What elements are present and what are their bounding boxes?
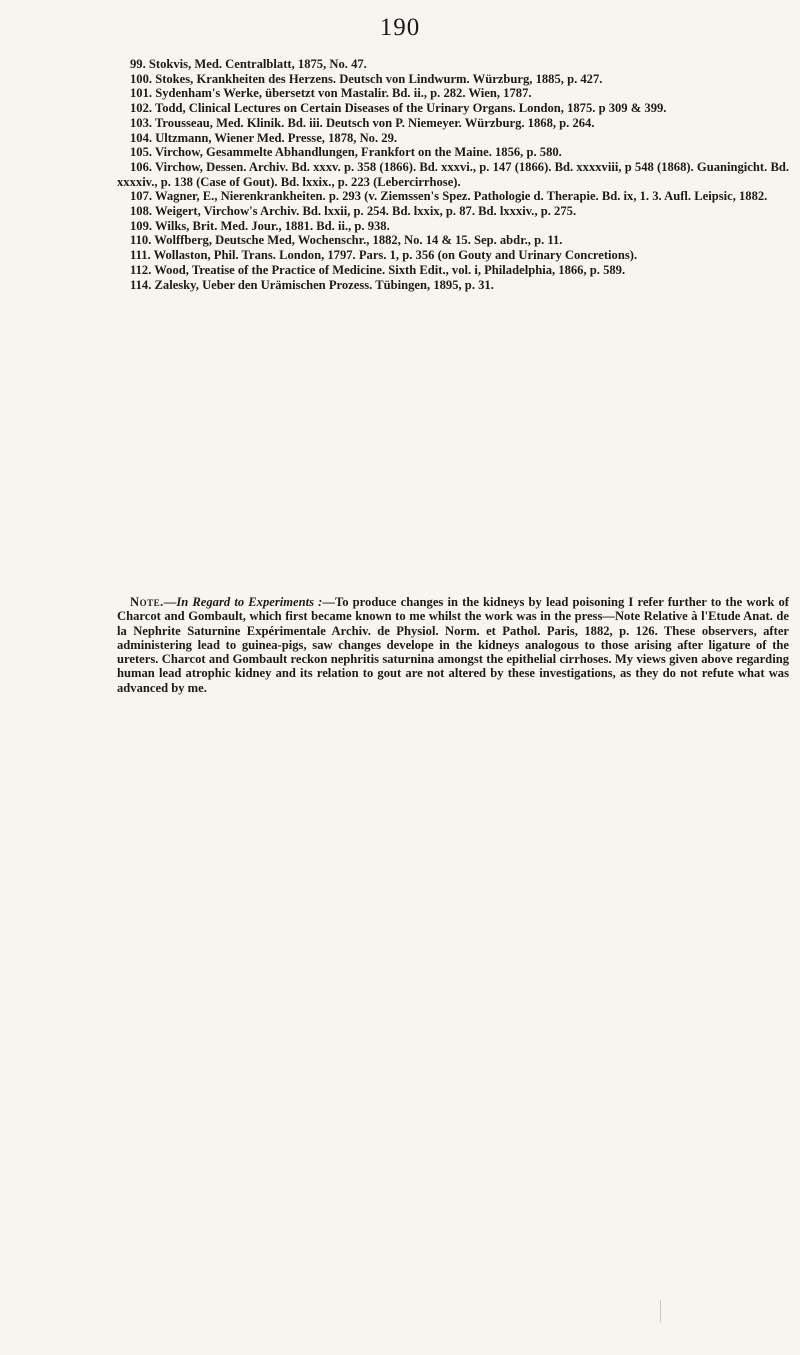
reference-text: 102. Todd, Clinical Lectures on Certain Diseases of the Urinary Organs. London, 1875. p 309 & 399. — [130, 101, 667, 116]
reference-text: 100. Stokes, Krankheiten des Herzens. Deutsch von Lindwurm. Würzburg, 1885, p. 427. — [130, 71, 603, 86]
reference-list — [117, 57, 789, 292]
reference-text: 101. Sydenham's Werke, übersetzt von Mastalir. Bd. ii., p. 282. Wien, 1787. — [130, 86, 532, 101]
reference-item — [117, 263, 789, 278]
reference-item — [117, 72, 789, 87]
reference-item — [117, 160, 789, 189]
note-italic-lead: In Regard to Experiments : — [176, 595, 323, 609]
reference-item — [117, 248, 789, 263]
margin-mark — [660, 1300, 663, 1322]
reference-text: 109. Wilks, Brit. Med. Jour., 1881. Bd. ii., p. 938. — [130, 218, 390, 233]
reference-text: 105. Virchow, Gesammelte Abhandlungen, Frankfort on the Maine. 1856, p. 580. — [130, 145, 562, 160]
reference-item — [117, 101, 789, 116]
reference-item — [117, 219, 789, 234]
reference-item — [117, 86, 789, 101]
reference-item — [117, 189, 789, 204]
reference-text: 110. Wolffberg, Deutsche Med, Wochenschr., 1882, No. 14 & 15. Sep. abdr., p. 11. — [130, 233, 563, 248]
note-label: Note. — [130, 595, 164, 609]
reference-item — [117, 204, 789, 219]
reference-item — [117, 145, 789, 160]
reference-text: 104. Ultzmann, Wiener Med. Presse, 1878, No. 29. — [130, 130, 398, 145]
note-body: —To produce changes in the kidneys by lead poisoning I refer further to the work of Charcot and Gombault, which first became known to me whilst the work was in the press—Note Relative à l'Etude Anat. de la Nephrite Saturnine Expérimentale Archiv. de Physiol. Norm. et Pathol. Paris, 1882, p. 126. These observers, after administering lead to guinea-pigs, saw changes develope in the kidneys analogous to those arising after ligature of the ureters. Charcot and Gombault reckon nephritis saturnina amongst the epithelial cirrhoses. My views given above regarding human lead atrophic kidney and its relation to gout are not altered by these investigations, as they do not refute what was advanced by me. — [117, 595, 789, 695]
reference-item — [117, 131, 789, 146]
reference-item — [117, 233, 789, 248]
page-number: 190 — [379, 14, 421, 41]
reference-text: 107. Wagner, E., Nierenkrankheiten. p. 293 (v. Ziemssen's Spez. Pathologie d. Therapie. Bd. ix, 1. 3. Aufl. Leipsic, 1882. — [130, 189, 768, 204]
note-paragraph — [117, 595, 789, 695]
reference-text: 103. Trousseau, Med. Klinik. Bd. iii. Deutsch von P. Niemeyer. Würzburg. 1868, p. 264. — [130, 115, 595, 130]
reference-text: 99. Stokvis, Med. Centralblatt, 1875, No. 47. — [130, 57, 367, 71]
note-dash: — — [163, 595, 177, 609]
reference-text: 112. Wood, Treatise of the Practice of Medicine. Sixth Edit., vol. i, Philadelphia, 1866, p. 589. — [130, 262, 626, 277]
reference-text: 108. Weigert, Virchow's Archiv. Bd. lxxii, p. 254. Bd. lxxix, p. 87. Bd. lxxxiv., p. 275. — [130, 204, 577, 219]
reference-text: 114. Zalesky, Ueber den Urämischen Prozess. Tübingen, 1895, p. 31. — [130, 277, 494, 292]
reference-item — [117, 116, 789, 131]
reference-text: 106. Virchow, Dessen. Archiv. Bd. xxxv. p. 358 (1866). Bd. xxxvi., p. 147 (1866). Bd. xxxxviii, p 548 (1868). Guaningicht. Bd. xxxxiv., p. 138 (Case of Gout). Bd. lxxix., p. 223 (Lebercirrhose). — [117, 159, 789, 189]
reference-item — [117, 57, 789, 72]
reference-item — [117, 278, 789, 293]
reference-text: 111. Wollaston, Phil. Trans. London, 1797. Pars. 1, p. 356 (on Gouty and Urinary Concretions). — [130, 248, 638, 263]
